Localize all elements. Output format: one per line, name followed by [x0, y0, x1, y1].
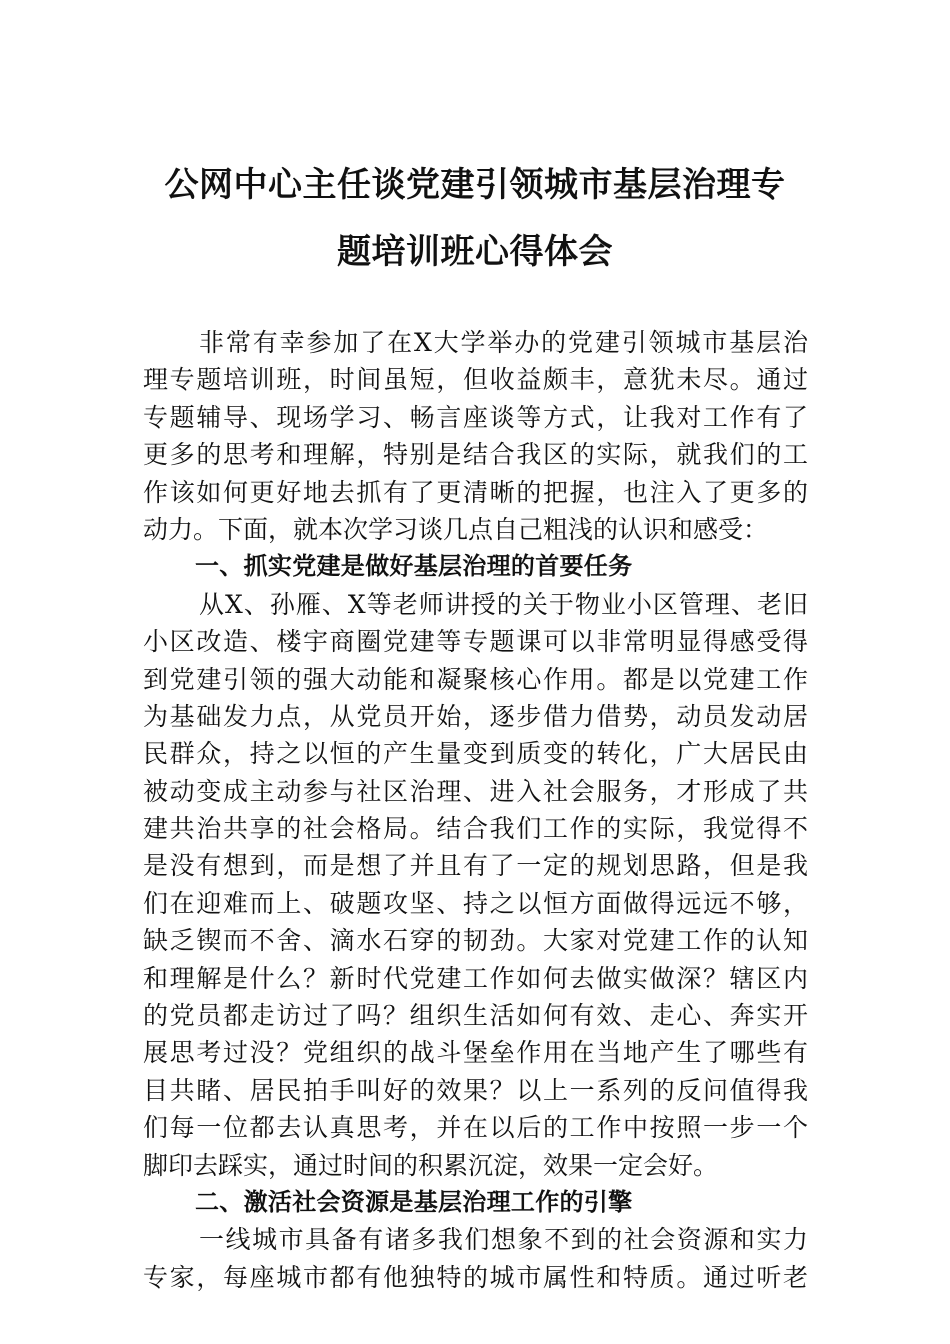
document-title-line-2: 题培训班心得体会 [337, 232, 613, 272]
section-2-heading: 二、激活社会资源是基层治理工作的引擎 [195, 1187, 633, 1216]
paragraph-line: 专家，每座城市都有他独特的城市属性和特质。通过听老 [143, 1262, 808, 1292]
paragraph-line: 专题辅导、现场学习、畅言座谈等方式，让我对工作有了 [143, 402, 808, 432]
paragraph-line: 一线城市具备有诸多我们想象不到的社会资源和实力 [199, 1225, 808, 1255]
paragraph-line: 到党建引领的强大动能和凝聚核心作用。都是以党建工作 [143, 664, 808, 694]
paragraph-line: 目共睹、居民拍手叫好的效果？以上一系列的反问值得我 [143, 1075, 808, 1105]
document-title-line-1: 公网中心主任谈党建引领城市基层治理专 [164, 165, 786, 205]
paragraph-line: 从X、孙雁、X等老师讲授的关于物业小区管理、老旧 [199, 589, 808, 619]
intro-paragraph [143, 324, 808, 548]
paragraph-line: 非常有幸参加了在X大学举办的党建引领城市基层治 [199, 328, 808, 357]
paragraph-line: 展思考过没？党组织的战斗堡垒作用在当地产生了哪些有 [143, 1038, 808, 1068]
paragraph-line: 理专题培训班，时间虽短，但收益颇丰，意犹未尽。通过 [143, 365, 808, 395]
section-2-paragraph [143, 1221, 808, 1296]
paragraph-line: 是没有想到，而是想了并且有了一定的规划思路，但是我 [143, 851, 808, 881]
document-body [143, 324, 808, 1296]
paragraph-line: 和理解是什么？新时代党建工作如何去做实做深？辖区内 [143, 963, 808, 993]
paragraph-line: 民群众，持之以恒的产生量变到质变的转化，广大居民由 [143, 739, 808, 769]
paragraph-line: 更多的思考和理解，特别是结合我区的实际，就我们的工 [143, 440, 808, 470]
paragraph-line: 建共治共享的社会格局。结合我们工作的实际，我觉得不 [143, 814, 808, 844]
paragraph-line: 们在迎难而上、破题攻坚、持之以恒方面做得远远不够， [143, 888, 808, 918]
paragraph-line: 作该如何更好地去抓有了更清晰的把握，也注入了更多的 [143, 477, 808, 507]
paragraph-line: 们每一位都去认真思考，并在以后的工作中按照一步一个 [143, 1113, 808, 1143]
paragraph-line: 脚印去踩实，通过时间的积累沉淀，效果一定会好。 [143, 1150, 719, 1180]
paragraph-line: 为基础发力点，从党员开始，逐步借力借势，动员发动居 [143, 701, 808, 731]
section-1-paragraph [143, 586, 808, 1184]
paragraph-line: 的党员都走访过了吗？组织生活如何有效、走心、奔实开 [143, 1001, 808, 1031]
paragraph-line: 被动变成主动参与社区治理、进入社会服务，才形成了共 [143, 776, 808, 806]
paragraph-line: 小区改造、楼宇商圈党建等专题课可以非常明显得感受得 [143, 627, 808, 657]
section-1-heading: 一、抓实党建是做好基层治理的首要任务 [195, 552, 633, 581]
paragraph-line: 动力。下面，就本次学习谈几点自己粗浅的认识和感受： [143, 514, 769, 544]
paragraph-line: 缺乏锲而不舍、滴水石穿的韧劲。大家对党建工作的认知 [143, 926, 808, 956]
